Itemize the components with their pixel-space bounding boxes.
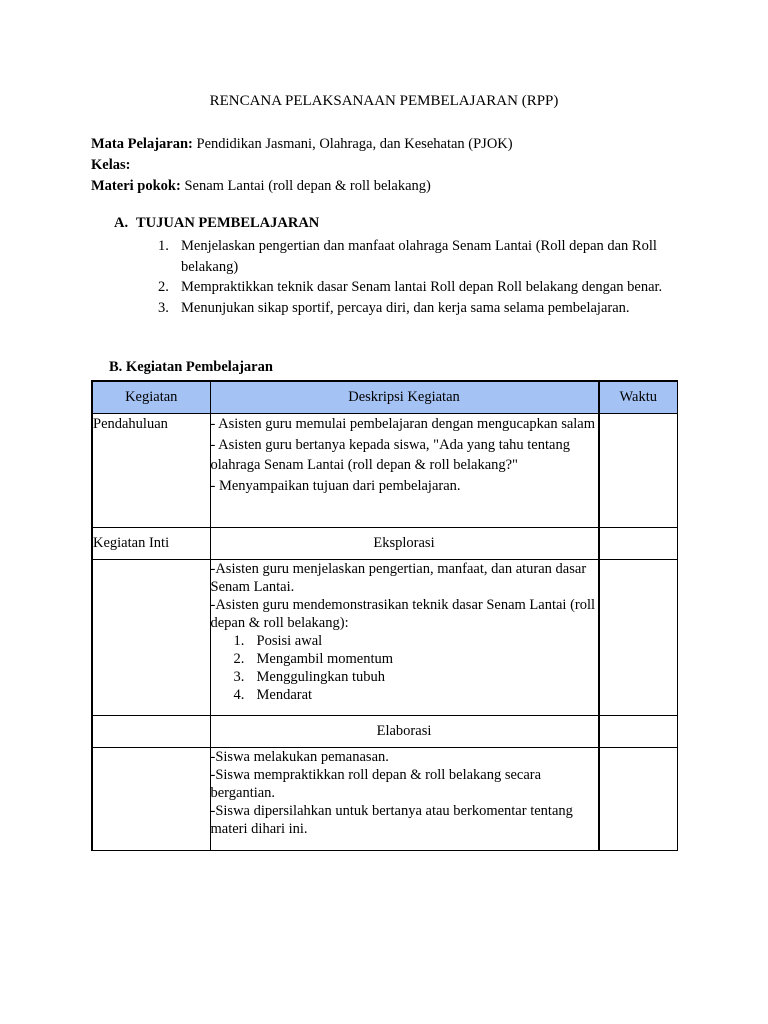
activities-table [91,380,678,851]
description-eksplorasi: -Asisten guru menjelaskan pengertian, manfaat, dan aturan dasar Senam Lantai. -Asisten guru mendemonstrasikan teknik dasar Senam Lantai (roll depan & roll belakang): 1. Posisi awal 2. Mengambil momentum 3. Menggulingkan tubuh 4. Mendarat [210,560,599,716]
topic-value: Senam Lantai (roll depan & roll belakang) [180,178,431,194]
section-a-title: TUJUAN PEMBELAJARAN [136,215,320,231]
class-line [91,155,513,176]
time-cell [599,748,678,851]
time-cell [599,414,678,528]
time-cell [599,560,678,716]
list-item: 1. Menjelaskan pengertian dan manfaat olahraga Senam Lantai (Roll depan dan Roll belakang) [158,238,657,275]
header-deskripsi: Deskripsi Kegiatan [210,381,599,414]
topic-line [91,176,513,197]
subheading-elaborasi: Elaborasi [210,716,599,748]
empty-cell [92,748,210,851]
description-pendahuluan: - Asisten guru memulai pembelajaran dengan mengucapkan salam - Asisten guru bertanya kepada siswa, "Ada yang tahu tentang olahraga Senam Lantai (roll depan & roll belakang?" - Menyampaikan tujuan dari pembelajaran. [210,414,599,528]
list-item: 1. Posisi awal [233,633,323,649]
time-cell [599,716,678,748]
list-item: 3. Menunjukan sikap sportif, percaya diri, dan kerja sama selama pembelajaran. [158,299,630,316]
table-row [92,748,678,851]
objectives-list [158,236,683,318]
table-row [92,414,678,528]
empty-cell [92,716,210,748]
row-label-inti: Kegiatan Inti [92,528,210,560]
section-a-number: A. [114,215,129,231]
subject-line [91,134,513,155]
subject-value: Pendidikan Jasmani, Olahraga, dan Kesehatan (PJOK) [192,136,513,152]
table-header-row [92,381,678,414]
section-a-heading [114,215,319,232]
lesson-meta [91,134,513,197]
subheading-eksplorasi: Eksplorasi [210,528,599,560]
list-item: 3. Menggulingkan tubuh [233,669,385,685]
subject-label: Mata Pelajaran: [91,136,193,152]
empty-cell [92,560,210,716]
table-row [92,560,678,716]
row-label-pendahuluan: Pendahuluan [92,414,210,528]
table-row [92,716,678,748]
technique-steps [211,632,598,704]
section-b-heading: B. Kegiatan Pembelajaran [109,359,273,375]
header-kegiatan: Kegiatan [92,381,210,414]
document-title: RENCANA PELAKSANAAN PEMBELAJARAN (RPP) [209,93,559,109]
table-row [92,528,678,560]
header-waktu: Waktu [599,381,678,414]
description-elaborasi: -Siswa melakukan pemanasan. -Siswa mempraktikkan roll depan & roll belakang secara bergantian. -Siswa dipersilahkan untuk bertanya atau berkomentar tentang materi dihari ini. [210,748,599,851]
list-item: 4. Mendarat [233,687,313,703]
class-label: Kelas: [91,157,131,173]
list-item: 2. Mengambil momentum [233,651,394,667]
time-cell [599,528,678,560]
topic-label: Materi pokok: [91,178,181,194]
list-item: 2. Mempraktikkan teknik dasar Senam lantai Roll depan Roll belakang dengan benar. [158,279,663,295]
